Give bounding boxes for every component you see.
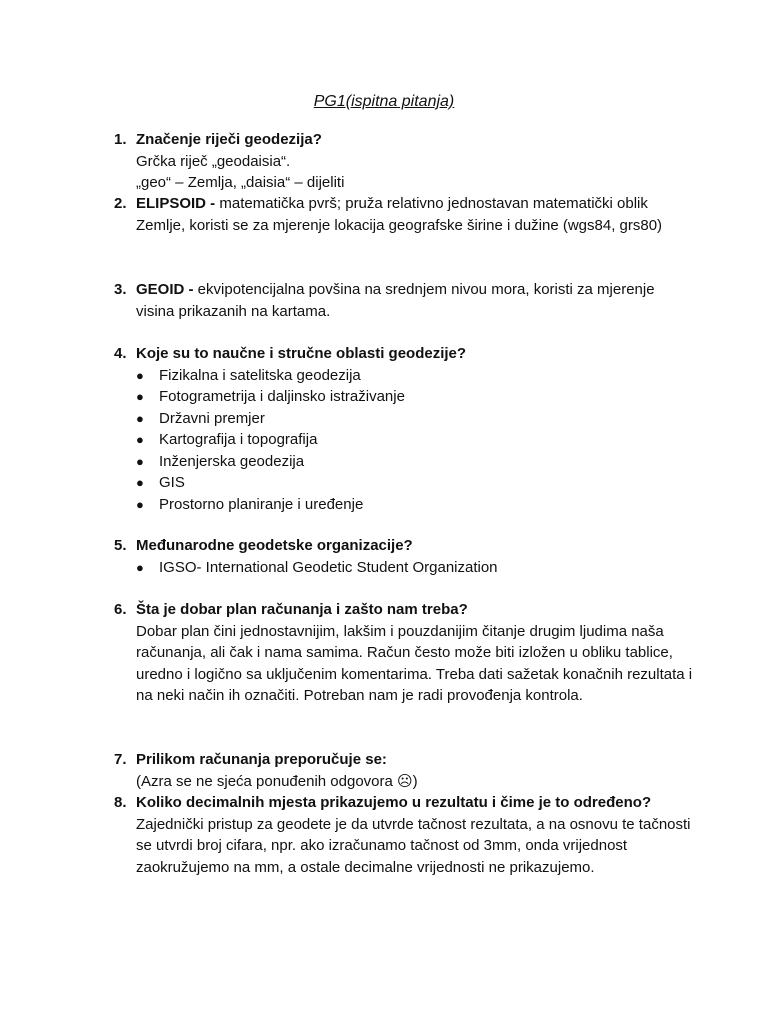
question-2 — [114, 193, 694, 236]
list-item: ● Državni premjer — [114, 408, 694, 430]
document-title: PG1(ispitna pitanja) — [313, 93, 455, 110]
question-heading: Međunarodne geodetske organizacije? — [136, 537, 413, 554]
question-number: 3. — [114, 281, 127, 298]
bullet-icon: ● — [136, 432, 144, 447]
answer-text: (Azra se ne sjeća ponuđenih odgovora ☹) — [136, 772, 418, 790]
term-label: GEOID - — [136, 281, 194, 298]
question-number: 8. — [114, 794, 127, 811]
question-5 — [114, 535, 694, 578]
question-number: 7. — [114, 751, 127, 768]
bullet-icon: ● — [136, 475, 144, 490]
bullet-icon: ● — [136, 453, 144, 469]
list-item: ● Fotogrametrija i daljinsko istraživanje — [114, 386, 694, 408]
list-item: ● Kartografija i topografija — [114, 429, 694, 451]
question-heading: Šta je dobar plan računanja i zašto nam treba? — [136, 601, 468, 618]
question-heading: Koje su to naučne i stručne oblasti geodezije? — [136, 345, 467, 362]
question-number: 5. — [114, 537, 127, 554]
question-6 — [114, 599, 694, 707]
bullet-list — [114, 365, 694, 516]
answer-line: Grčka riječ „geodaisia“. — [136, 152, 291, 170]
answer-text: Dobar plan čini jednostavnijim, lakšim i pouzdanijim čitanje drugim ljudima naša računanja, ali čak i nama samima. Račun često može biti izložen u obliku tablice, uredno i logično sa uključenim komentarima. Treba dati sažetak konačnih rezultata i na neki način ih označiti. Potreban nam je radi provođenja kontrola. — [136, 622, 693, 704]
bullet-icon: ● — [136, 389, 144, 404]
bullet-icon: ● — [136, 410, 144, 426]
question-number: 6. — [114, 601, 127, 618]
question-1 — [114, 129, 694, 194]
question-8 — [114, 792, 694, 878]
answer-text: matematička pvrš; pruža relativno jednostavan matematički oblik Zemlje, koristi se za mjerenje lokacija geografske širine i dužine (wgs84, grs80) — [136, 195, 663, 234]
list-item: ● IGSO- International Geodetic Student Organization — [114, 557, 694, 579]
answer-text: ekvipotencijalna povšina na srednjem nivou mora, koristi za mjerenje visina prikazanih na kartama. — [136, 281, 655, 320]
answer-text: Zajednički pristup za geodete je da utvrde tačnost rezultata, a na osnovu te tačnosti se utvrdi broj cifara, npr. ako izračunamo tačnost od 3mm, onda vrijednost zaokružujemo na mm, a ostale decimalne vrijednosti ne prikazujemo. — [136, 815, 691, 876]
question-number: 4. — [114, 345, 127, 362]
question-heading: Značenje riječi geodezija? — [136, 131, 322, 148]
list-item: ● Prostorno planiranje i uređenje — [114, 494, 694, 516]
question-heading: Koliko decimalnih mjesta prikazujemo u rezultatu i čime je to određeno? — [136, 794, 652, 811]
question-number: 2. — [114, 195, 127, 212]
question-number: 1. — [114, 131, 127, 148]
list-item: ● GIS — [114, 472, 694, 494]
bullet-list — [114, 557, 694, 579]
list-item: ● Inženjerska geodezija — [114, 451, 694, 473]
bullet-icon: ● — [136, 496, 144, 512]
answer-line: „geo“ – Zemlja, „daisia“ – dijeliti — [136, 174, 345, 191]
list-item: ● Fizikalna i satelitska geodezija — [114, 365, 694, 387]
question-heading: Prilikom računanja preporučuje se: — [136, 751, 387, 768]
term-label: ELIPSOID - — [136, 195, 216, 212]
question-7 — [114, 749, 694, 792]
bullet-icon: ● — [136, 367, 144, 383]
bullet-icon: ● — [136, 559, 144, 575]
question-3 — [114, 279, 694, 322]
question-4 — [114, 343, 694, 515]
